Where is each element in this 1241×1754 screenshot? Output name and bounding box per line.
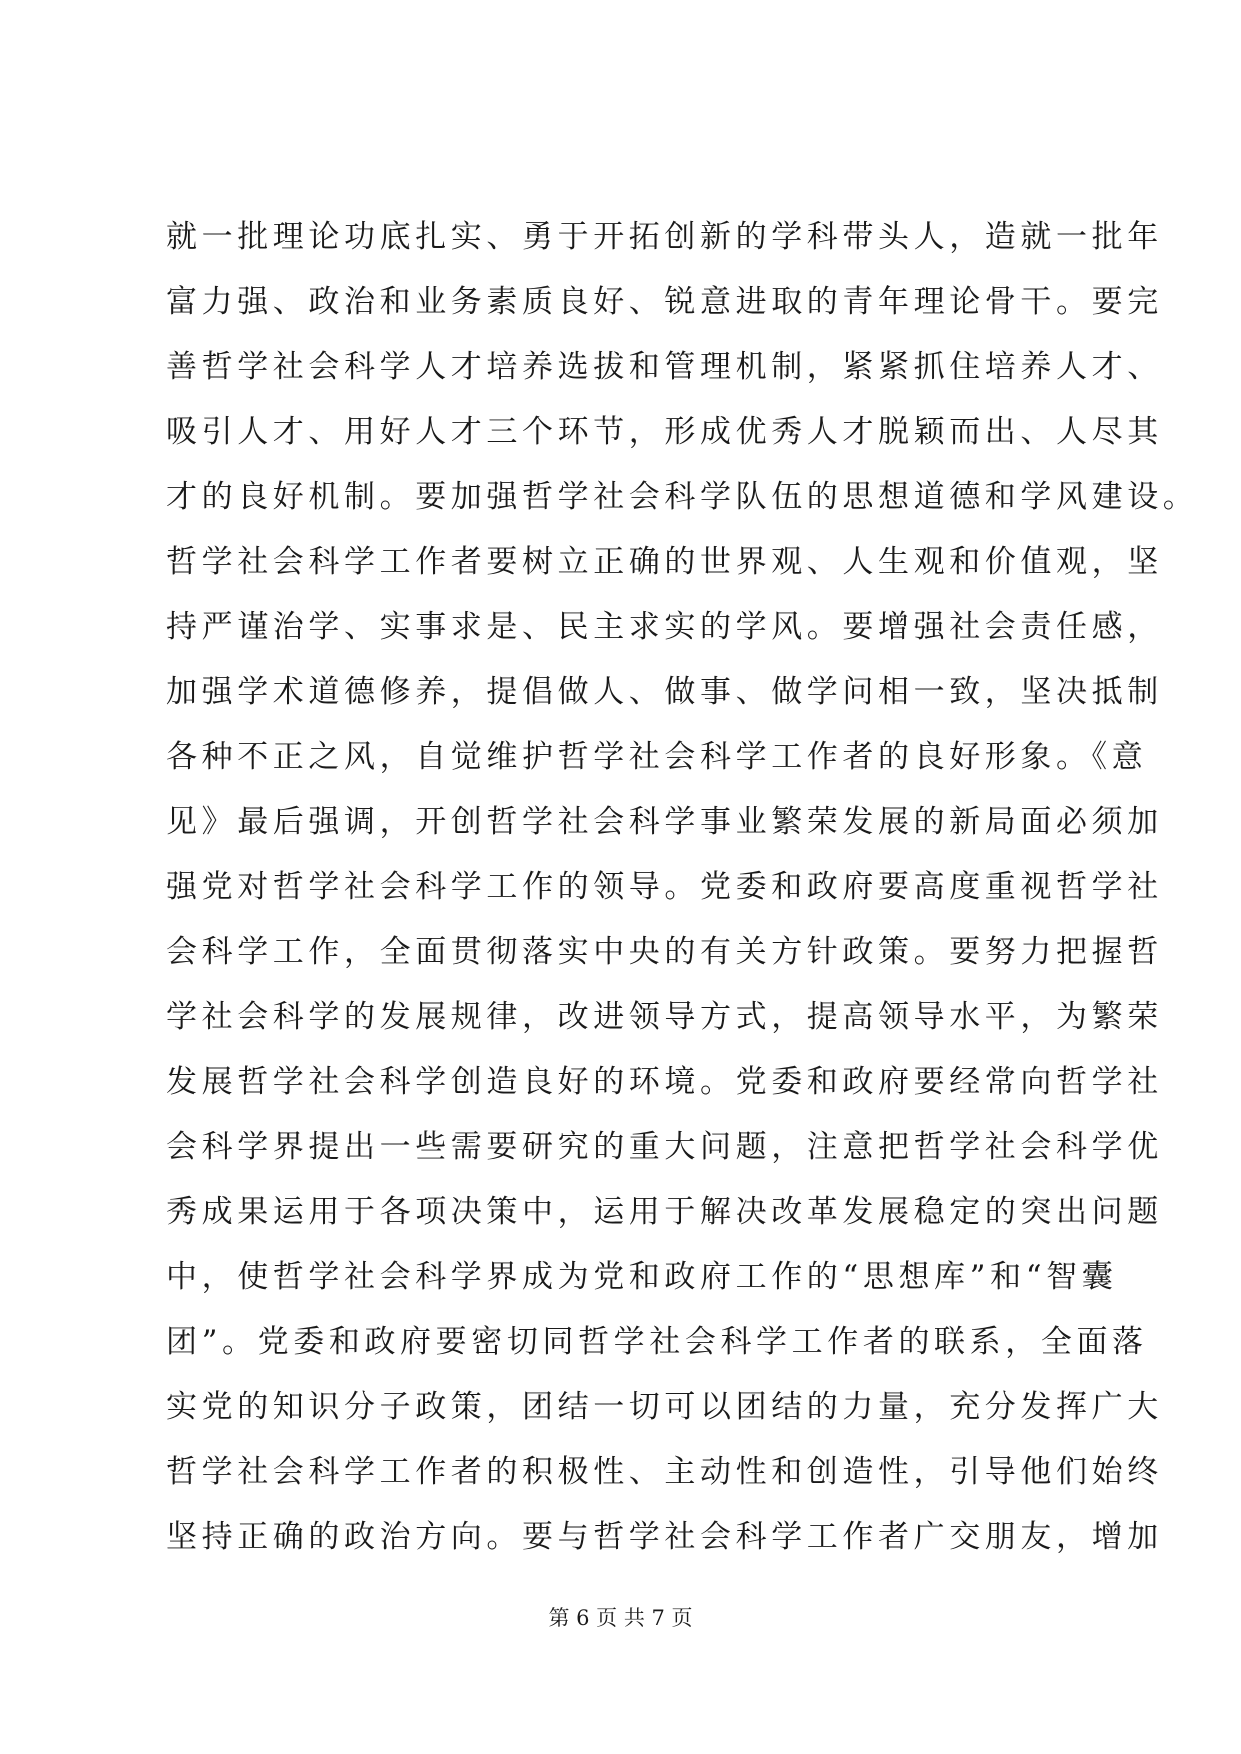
page-number-footer: 第 6 页 共 7 页 <box>548 1606 693 1630</box>
text-line: 各种不正之风，自觉维护哲学社会科学工作者的良好形象。《意 <box>166 739 1148 775</box>
text-line: 秀成果运用于各项决策中，运用于解决改革发展稳定的突出问题 <box>166 1194 1163 1230</box>
text-line: 持严谨治学、实事求是、民主求实的学风。要增强社会责任感， <box>166 609 1163 645</box>
text-line: 哲学社会科学工作者的积极性、主动性和创造性，引导他们始终 <box>166 1454 1163 1490</box>
text-line: 实党的知识分子政策，团结一切可以团结的力量，充分发挥广大 <box>166 1389 1163 1425</box>
text-line: 发展哲学社会科学创造良好的环境。党委和政府要经常向哲学社 <box>166 1064 1163 1100</box>
text-line: 吸引人才、用好人才三个环节，形成优秀人才脱颖而出、人尽其 <box>166 414 1163 450</box>
text-line: 坚持正确的政治方向。要与哲学社会科学工作者广交朋友，增加 <box>166 1519 1163 1555</box>
text-line: 会科学界提出一些需要研究的重大问题，注意把哲学社会科学优 <box>166 1129 1163 1165</box>
text-line: 加强学术道德修养，提倡做人、做事、做学问相一致，坚决抵制 <box>166 674 1163 710</box>
text-line: 就一批理论功底扎实、勇于开拓创新的学科带头人，造就一批年 <box>166 219 1163 255</box>
text-line: 团”。党委和政府要密切同哲学社会科学工作者的联系，全面落 <box>166 1324 1148 1360</box>
text-line: 中，使哲学社会科学界成为党和政府工作的“思想库”和“智囊 <box>166 1259 1118 1295</box>
text-line: 才的良好机制。要加强哲学社会科学队伍的思想道德和学风建设。 <box>166 479 1199 515</box>
text-line: 哲学社会科学工作者要树立正确的世界观、人生观和价值观，坚 <box>166 544 1163 580</box>
text-line: 会科学工作，全面贯彻落实中央的有关方针政策。要努力把握哲 <box>166 934 1163 970</box>
body-text <box>166 205 1199 1570</box>
text-line: 善哲学社会科学人才培养选拔和管理机制，紧紧抓住培养人才、 <box>166 349 1163 385</box>
text-line: 强党对哲学社会科学工作的领导。党委和政府要高度重视哲学社 <box>166 869 1163 905</box>
text-line: 富力强、政治和业务素质良好、锐意进取的青年理论骨干。要完 <box>166 284 1163 320</box>
text-line: 见》最后强调，开创哲学社会科学事业繁荣发展的新局面必须加 <box>166 804 1163 840</box>
text-line: 学社会科学的发展规律，改进领导方式，提高领导水平，为繁荣 <box>166 999 1163 1035</box>
